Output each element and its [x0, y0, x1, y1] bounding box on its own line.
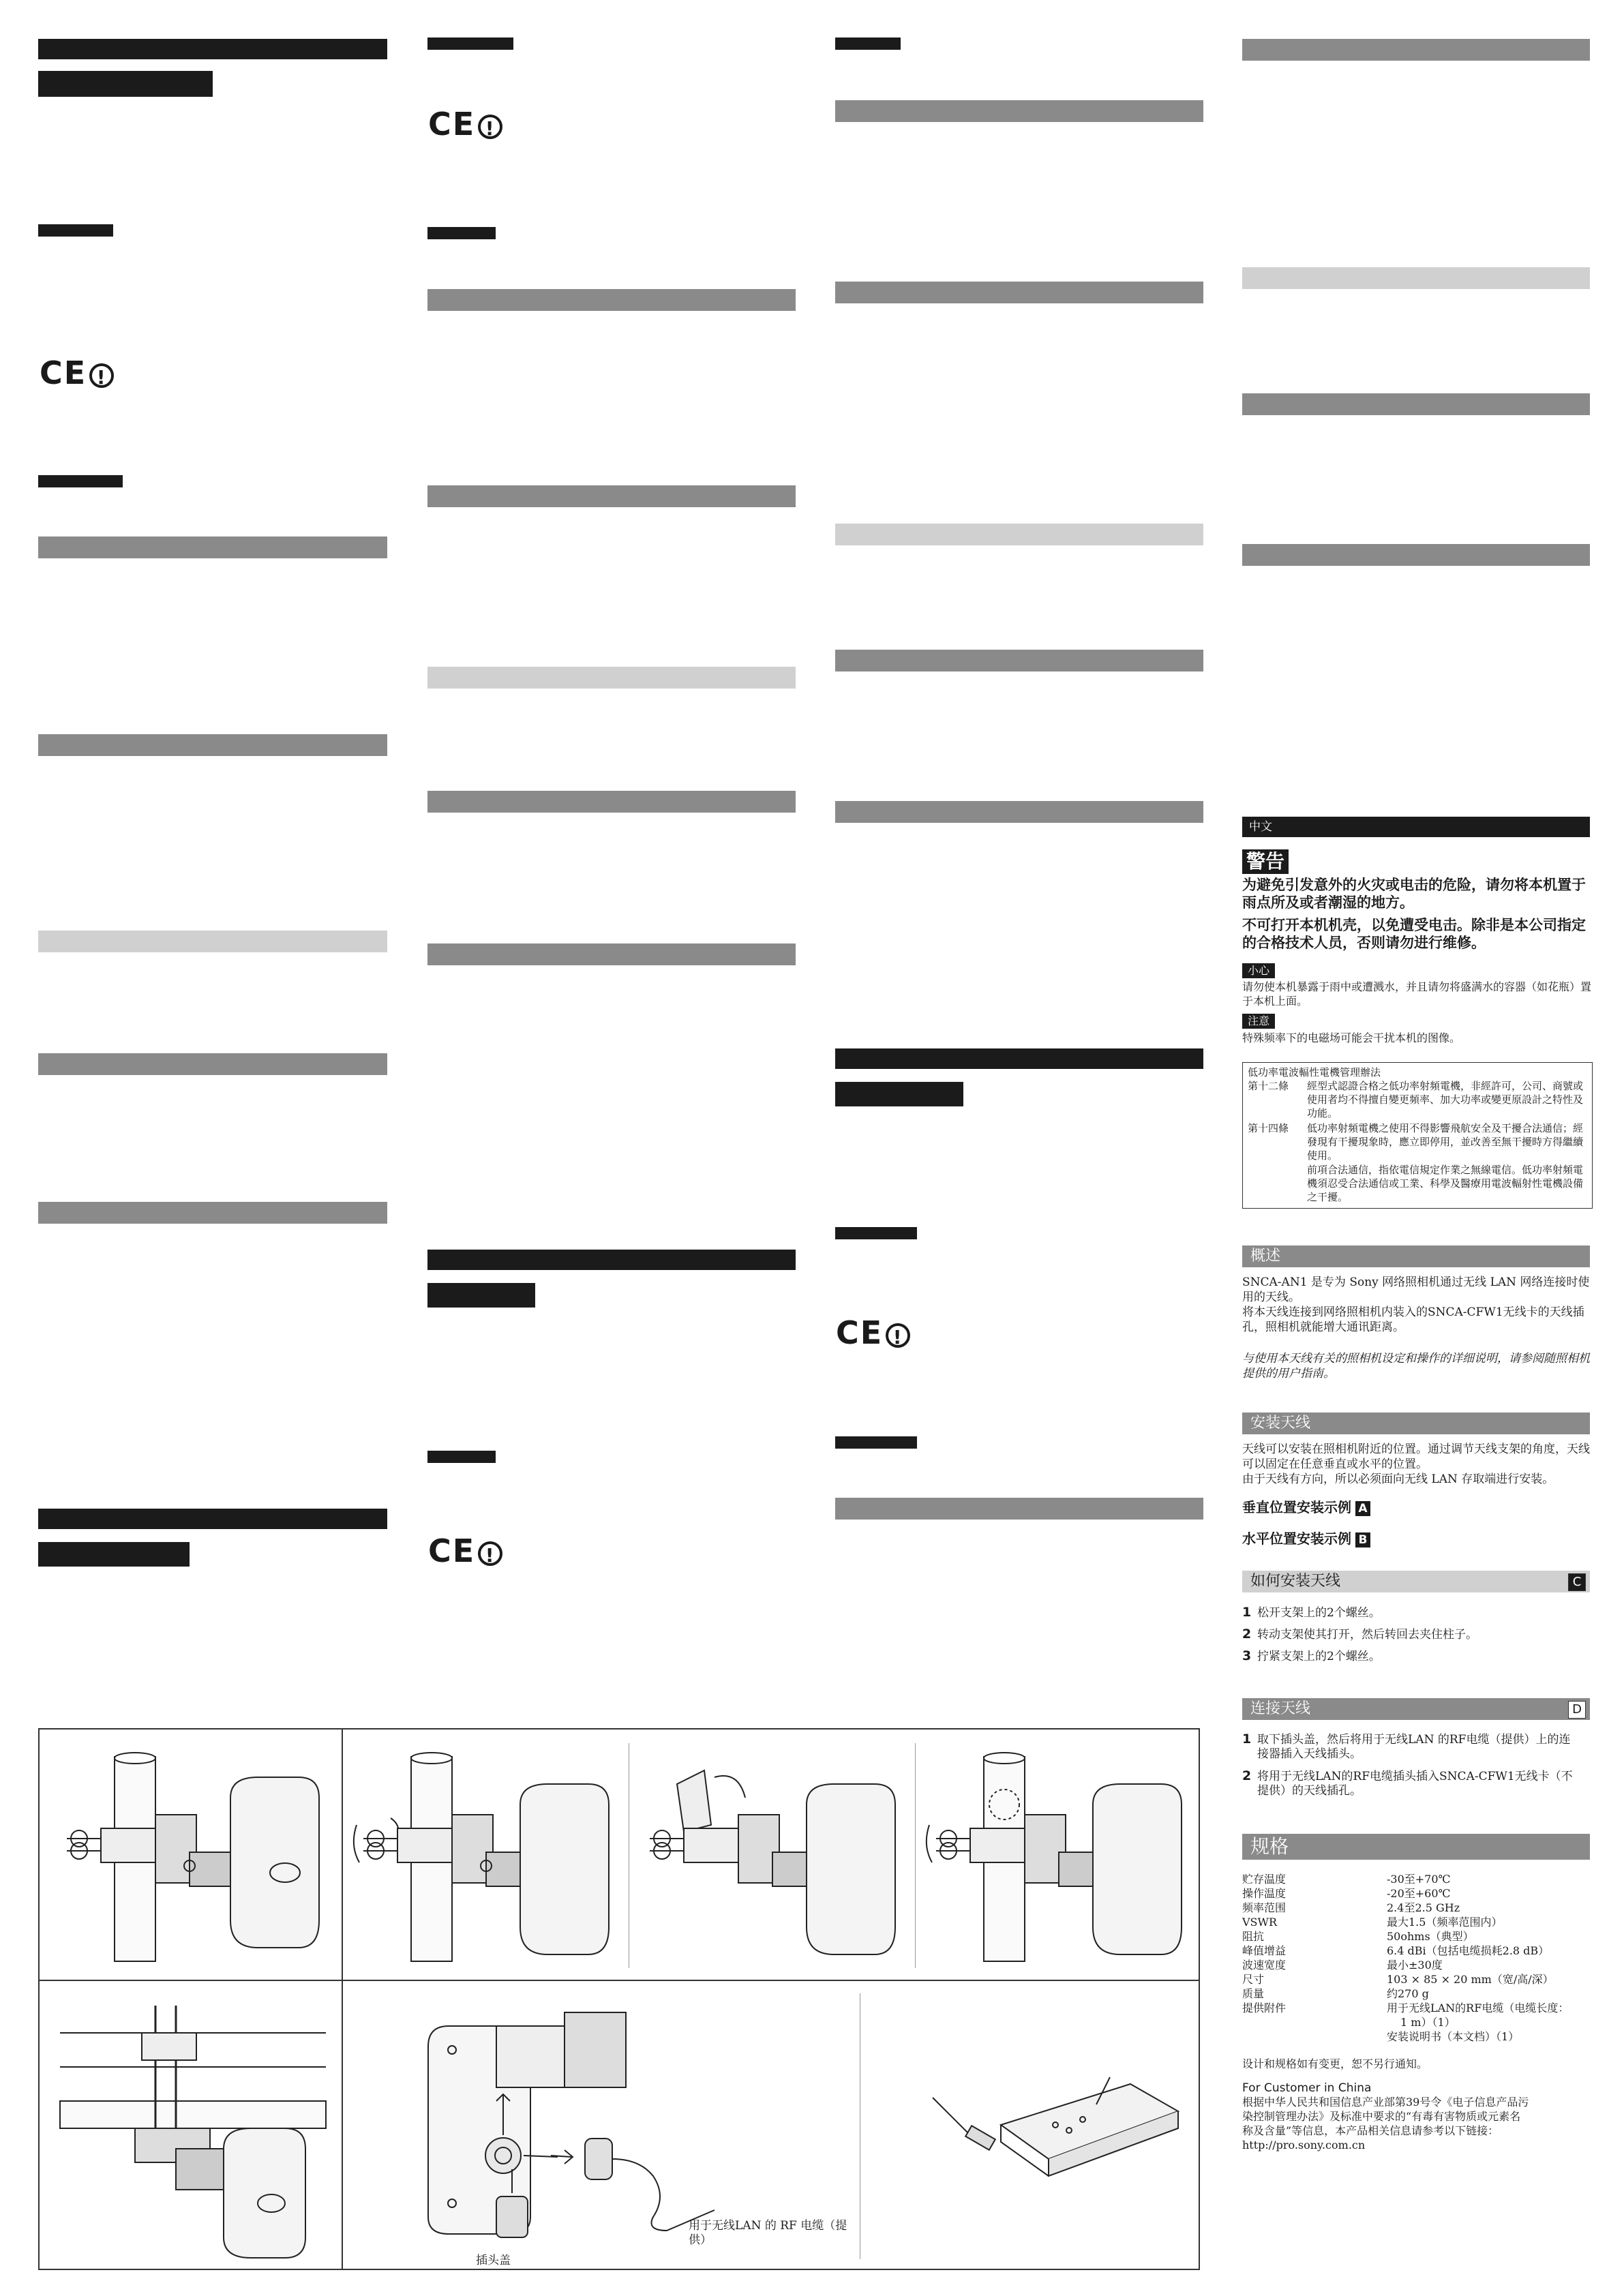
col2-heading-bar-3 — [427, 1451, 496, 1463]
note-label: 注意 — [1242, 1014, 1275, 1029]
ce-mark-1: CE ! — [40, 354, 114, 391]
plug-cap-label: 插头盖 — [476, 2254, 511, 2267]
ce-mark-3: CE ! — [428, 1532, 502, 1569]
col1-section-bar-5 — [38, 1202, 387, 1224]
howto-step-3: 3 拧紧支架上的2个螺丝。 — [1242, 1648, 1381, 1663]
note-text: 特殊频率下的电磁场可能会干扰本机的图像。 — [1242, 1031, 1461, 1044]
cable-label: 用于无线LAN 的 RF 电缆（提 供） — [689, 2219, 847, 2247]
col3-heading-bar-3 — [835, 1436, 917, 1449]
col1-title-bar-2 — [38, 71, 213, 97]
vertical-mount-illustration — [53, 1743, 333, 1968]
col4-section-bar-2 — [1242, 267, 1590, 289]
connect-step-2-cont: 提供）的天线插孔。 — [1257, 1784, 1362, 1798]
alert-icon: ! — [478, 1541, 502, 1566]
language-bar — [1242, 817, 1590, 837]
col3-section-bar-3 — [835, 524, 1203, 545]
spec-note: 设计和规格如有变更，恕不另行通知。 — [1242, 2057, 1428, 2070]
china-text-2: 染控制管理办法》及标准中要求的“有毒有害物质或元素名 — [1242, 2110, 1521, 2123]
overview-text-1: SNCA-AN1 是专为 Sony 网络照相机通过无线 LAN 网络连接时使用的天线。 — [1242, 1275, 1590, 1304]
figure-letter-c: C — [1568, 1573, 1586, 1591]
warning-text-1: 为避免引发意外的火灾或电击的危险，请勿将本机置于雨点所及或者潮湿的地方。 — [1242, 877, 1586, 911]
connect-header: 连接天线 D — [1242, 1698, 1590, 1720]
overview-header: 概述 — [1242, 1245, 1590, 1267]
col3-section-bar-2 — [835, 282, 1203, 303]
reg14-label: 第十四條 — [1248, 1122, 1289, 1134]
col2-title-bar-2 — [427, 1283, 535, 1308]
caution-text: 请勿使本机暴露于雨中或遭溅水，并且请勿将盛满水的容器（如花瓶）置于本机上面。 — [1242, 980, 1592, 1008]
connect-step-1-cont: 接器插入天线插头。 — [1257, 1747, 1362, 1761]
howto-header: 如何安装天线 C — [1242, 1571, 1590, 1592]
reg12-label: 第十二條 — [1248, 1080, 1289, 1092]
alert-icon: ! — [89, 363, 114, 388]
wireless-card-illustration — [926, 2057, 1185, 2207]
col1-section-bar-4 — [38, 1053, 387, 1075]
col2-section-bar-4 — [427, 791, 796, 813]
connect-step-1: 1 取下插头盖，然后将用于无线LAN 的RF电缆（提供）上的连 — [1242, 1732, 1571, 1747]
figure-letter-d: D — [1568, 1701, 1586, 1719]
col3-section-bar-6 — [835, 1498, 1203, 1520]
install-step-2-illustration — [636, 1743, 909, 1968]
horizontal-mount-illustration — [53, 1992, 333, 2261]
language-label: 中文 — [1249, 820, 1272, 834]
col3-title-bar-2 — [835, 1082, 963, 1106]
howto-step-2: 2 转动支架使其打开，然后转回去夹住柱子。 — [1242, 1627, 1477, 1642]
caution-label: 小心 — [1242, 963, 1275, 978]
col3-heading-bar-2 — [835, 1227, 917, 1239]
figure-letter-a: A — [1355, 1501, 1370, 1516]
col3-section-bar-1 — [835, 100, 1203, 122]
warning-label: 警告 — [1242, 849, 1289, 874]
col3-section-bar-5 — [835, 801, 1203, 823]
vertical-example: 垂直位置安装示例 A — [1242, 1498, 1370, 1516]
col1-section-bar-1 — [38, 537, 387, 558]
install-step-1-illustration — [350, 1743, 622, 1968]
ce-mark-2: CE ! — [428, 106, 502, 142]
col2-heading-bar-2 — [427, 227, 496, 239]
col2-section-bar-5 — [427, 943, 796, 965]
col2-section-bar-1 — [427, 289, 796, 311]
install-header: 安装天线 — [1242, 1413, 1590, 1434]
col4-section-bar-3 — [1242, 393, 1590, 415]
connect-step-2: 2 将用于无线LAN的RF电缆插头插入SNCA-CFW1无线卡（不 — [1242, 1768, 1573, 1783]
horizontal-example: 水平位置安装示例 B — [1242, 1530, 1370, 1547]
overview-text-2: 将本天线连接到网络照相机内装入的SNCA-CFW1无线卡的天线插孔，照相机就能增大通讯距离。 — [1242, 1305, 1584, 1334]
col1-title-bar-3 — [38, 1509, 387, 1529]
alert-icon: ! — [886, 1323, 910, 1348]
install-step-3-illustration — [922, 1743, 1195, 1968]
col2-heading-bar-1 — [427, 37, 513, 50]
figure-divider-h — [40, 1980, 1199, 1981]
overview-italic-note: 与使用本天线有关的照相机设定和操作的详细说明，请参阅随照相机提供的用户指南。 — [1242, 1352, 1590, 1380]
spec-accessory-manual: 安装说明书（本文档）（1） — [1387, 2030, 1520, 2043]
col1-title-bar-4 — [38, 1542, 190, 1567]
figure-letter-b: B — [1355, 1532, 1370, 1547]
reg12-text: 經型式認證合格之低功率射頻電機，非經許可，公司、商號或使用者均不得擅自變更頻率、加大功率或變更原設計之特性及功能。 — [1307, 1080, 1584, 1119]
spec-accessory-cont: 1 m）（1） — [1400, 2016, 1456, 2029]
china-url[interactable]: http://pro.sony.com.cn — [1242, 2139, 1366, 2151]
figure-divider-v3 — [915, 1743, 916, 1968]
col2-title-bar-1 — [427, 1250, 796, 1270]
col1-title-bar-1 — [38, 39, 387, 59]
illustration-panel — [38, 1728, 1200, 2270]
regulation-title: 低功率電波輻性電機管理辦法 — [1248, 1066, 1381, 1078]
col2-section-bar-2 — [427, 485, 796, 507]
figure-divider-v1 — [342, 1729, 343, 2269]
col1-section-bar-2 — [38, 734, 387, 756]
spec-header: 规格 — [1242, 1834, 1590, 1860]
reg14-text-1: 低功率射頻電機之使用不得影響飛航安全及干擾合法通信；經發現有干擾現象時，應立即停用，並改善至無干擾時方得繼續使用。 — [1307, 1122, 1584, 1162]
col1-section-bar-3 — [38, 931, 387, 952]
china-title: For Customer in China — [1242, 2081, 1372, 2095]
col3-heading-bar-1 — [835, 37, 901, 50]
col3-section-bar-4 — [835, 650, 1203, 671]
install-text-2: 由于天线有方向，所以必须面向无线 LAN 存取端进行安装。 — [1242, 1472, 1554, 1486]
ce-mark-4: CE ! — [836, 1314, 910, 1351]
warning-text-2: 不可打开本机机壳，以免遭受电击。除非是本公司指定的合格技术人员，否则请勿进行维修。 — [1242, 917, 1586, 951]
china-text-3: 称及含量”等信息，本产品相关信息请参考以下链接： — [1242, 2124, 1499, 2137]
china-text-1: 根据中华人民共和国信息产业部第39号令《电子信息产品污 — [1242, 2096, 1529, 2109]
col3-title-bar-1 — [835, 1048, 1203, 1069]
col4-section-bar-4 — [1242, 544, 1590, 566]
alert-icon: ! — [478, 115, 502, 139]
col1-heading-bar-1 — [38, 224, 113, 237]
col4-section-bar-1 — [1242, 39, 1590, 61]
install-text-1: 天线可以安装在照相机附近的位置。通过调节天线支架的角度，天线可以固定在任意垂直或水平的位置。 — [1242, 1442, 1590, 1471]
howto-step-1: 1 松开支架上的2个螺丝。 — [1242, 1605, 1381, 1620]
col1-heading-bar-2 — [38, 475, 123, 487]
col2-section-bar-3 — [427, 667, 796, 689]
reg14-text-2: 前項合法通信，指依電信規定作業之無線電信。低功率射頻電機須忍受合法通信或工業、科學及醫療用電波輻射性電機設備之干擾。 — [1307, 1164, 1584, 1203]
